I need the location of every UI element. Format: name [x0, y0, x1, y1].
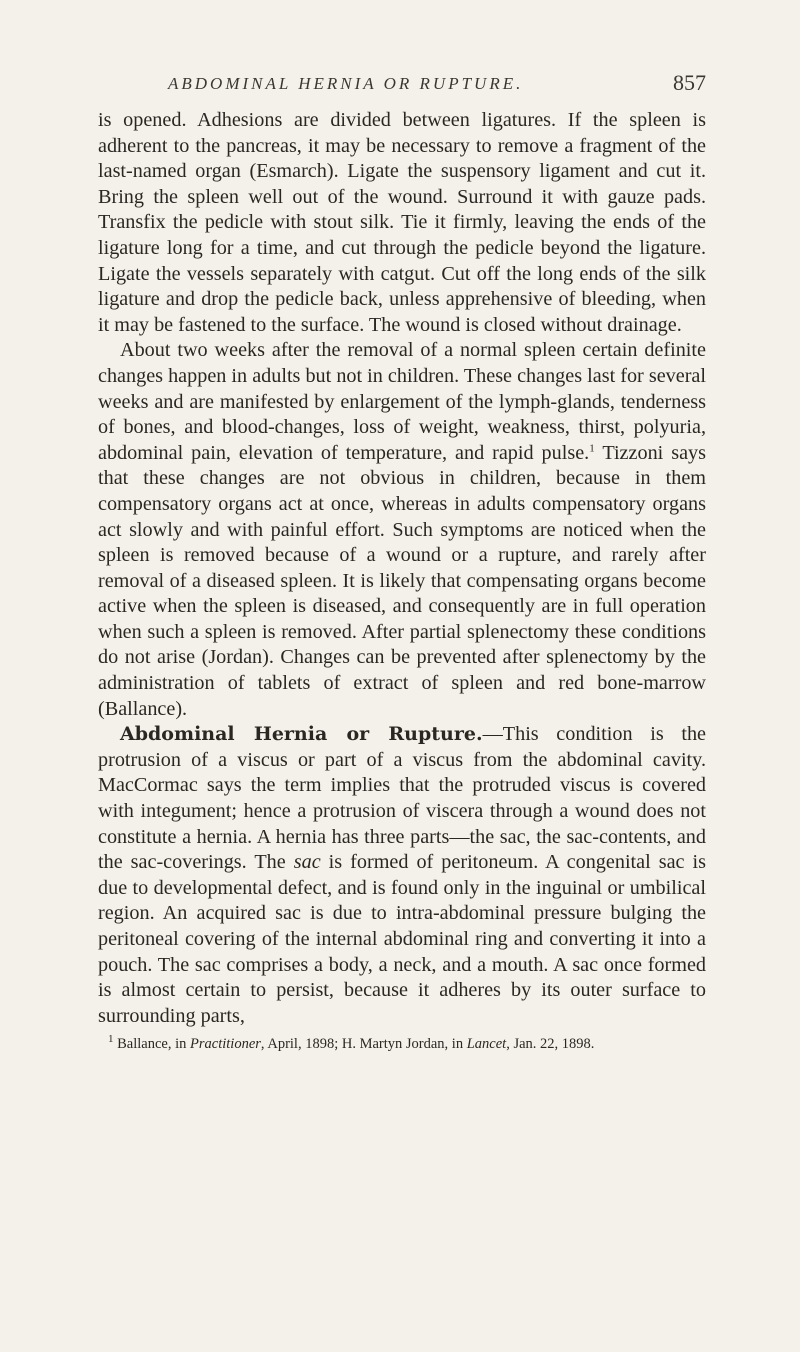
body-text	[98, 108, 706, 1029]
footnote-marker: 1	[108, 1033, 114, 1046]
journal-title: Practitioner	[190, 1036, 261, 1053]
running-head	[98, 70, 706, 108]
footnote: $^1$ Ballance, in Practitioner, April, 1898; H. Martyn Jordan, in Lancet, Jan. 22, 1898.	[108, 1033, 595, 1053]
paragraph-abdominal-hernia: Abdominal Hernia or Rupture.—This condition is the protrusion of a viscus or part of a viscus from the abdominal cavity. MacCormac says the term implies that the protruded viscus is covered with integument; hence a protrusion of viscera through a wound does not constitute a hernia. A hernia has three parts—the sac, the sac-contents, and the sac-coverings. The sac is formed of peritoneum. A congenital sac is due to developmental defect, and is found only in the inguinal or umbilical region. An acquired sac is due to intra-abdominal pressure bulging the peritoneal covering of the internal abdominal ring and converting it into a pouch. The sac comprises a body, a neck, and a mouth. A sac once formed is almost certain to persist, because it adheres by its outer surface to surrounding parts,	[98, 723, 706, 1027]
running-title: ABDOMINAL HERNIA OR RUPTURE.	[168, 74, 524, 93]
emphasis-term: sac	[293, 851, 321, 874]
journal-title: Lancet	[466, 1036, 507, 1053]
page-number: 857	[673, 70, 706, 95]
section-heading: Abdominal Hernia or Rupture.	[120, 723, 483, 746]
paragraph-splenectomy-procedure: is opened. Adhesions are divided between ligatures. If the spleen is adherent to the pancreas, it may be necessary to remove a fragment of the last-named organ (Esmarch). Ligate the suspensory ligament and cut it. Bring the spleen well out of the wound. Surround it with gauze pads. Transfix the pedicle with stout silk. Tie it firmly, leaving the ends of the ligature long for a time, and cut through the pedicle beyond the ligature. Ligate the vessels separately with catgut. Cut off the long ends of the silk ligature and drop the pedicle back, unless apprehensive of bleeding, when it may be fastened to the surface. The wound is closed without drainage.	[98, 109, 706, 336]
footnote-reference[interactable]: 1	[589, 441, 595, 454]
paragraph-post-splenectomy-changes: About two weeks after the removal of a normal spleen certain definite changes happen in adults but not in children. These changes last for several weeks and are manifested by enlargement of the lymph-glands, tenderness of bones, and blood-changes, loss of weight, weakness, thirst, polyuria, abdominal pain, elevation of temperature, and rapid pulse.$^1$ Tizzoni says that these changes are not obvious in children, because in them compensatory organs act at once, whereas in adults compensatory organs act slowly and with painful effort. Such symptoms are noticed when the spleen is removed because of a wound or a rupture, and rarely after removal of a diseased spleen. It is likely that compensating organs become active when the spleen is diseased, and consequently are in full operation when such a spleen is removed. After partial splenectomy these conditions do not arise (Jordan). Changes can be prevented after splenectomy by the administration of tablets of extract of spleen and red bone-marrow (Ballance).	[98, 339, 706, 720]
